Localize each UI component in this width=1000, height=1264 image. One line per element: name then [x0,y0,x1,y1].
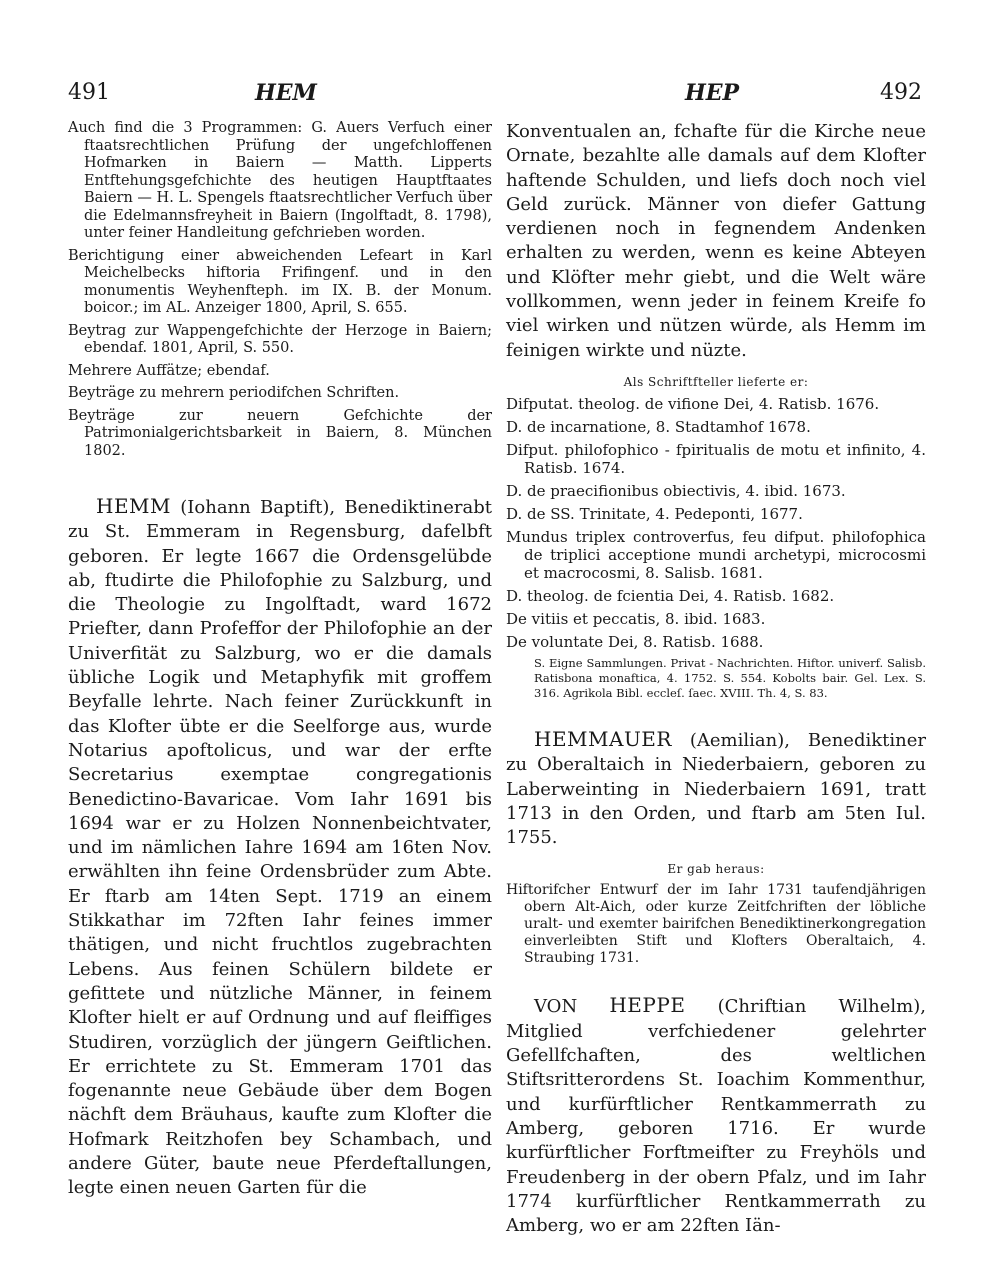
work-item: D. theolog. de fcientia Dei, 4. Ratisb. 1682. [506,586,835,605]
entry-hemm [68,494,492,1201]
work-item: Hiftorifcher Entwurf der im Iahr 1731 taufendjährigen obern Alt-Aich, oder kurze Zeitfchriften der löbliche uralt- und exemter bairifchen Benediktinerkongregation einverleibten Stift und Klofters Oberaltaich, 4. Straubing 1731. [506,882,926,967]
right-column [506,120,926,1238]
work-item: D. de praecifionibus obiectivis, 4. ibid. 1673. [506,481,846,500]
works-heading: Als Schriftfteller lieferte er: [623,374,809,389]
page-number-right: 492 [880,80,922,105]
entry-hemmauer [506,727,926,850]
reference-item: Mehrere Auffätze; ebendaf. [68,362,270,379]
work-item: De vitiis et peccatis, 8. ibid. 1683. [506,609,766,628]
reference-item: Beyträge zur neuern Gefchichte der Patrimonialgerichtsbarkeit in Baiern, 8. München 1802. [68,407,492,459]
entry-text: (Chriftian Wilhelm), Mitglied verfchiedener gelehrter Gefellfchaften, des weltlichen Stiftsritterordens St. Ioachim Kommenthur, und kurfürftlicher Rentkammerrath zu Amberg, geboren 1716. Er wurde kurfürftlicher Forftmeifter zu Freyhöls und Freudenberg in der obern Pfalz, und im Iahr 1774 kurfürftlicher Rentkammerrath zu Amberg, wo er am 22ften Iän- [506,996,926,1237]
page-header [0,80,1000,110]
work-item: De voluntate Dei, 8. Ratisb. 1688. [506,632,764,651]
continued-text: Konventualen an, fchafte für die Kirche neue Ornate, bezahlte alle damals auf dem Klofter haftende Schulden, und liefs doch noch viel Geld zurück. Männer von diefer Gattung verdienen noch in fegnendem Andenken erhalten zu werden, wenn es keine Abteyen und Klöfter mehr giebt, und die Welt wäre vollkommen, wenn jeder in feinem Kreife fo viel wirken und nützen würde, als Hemm im feinigen wirkte und nüzte. [506,121,926,361]
running-headword-left: HEM [255,80,317,106]
entry-heppe [506,993,926,1238]
entry-headword: HEMMAUER [534,726,672,751]
work-item: D. de incarnatione, 8. Stadtamhof 1678. [506,417,811,436]
reference-item: Auch find die 3 Programmen: G. Auers Verfuch einer ftaatsrechtlichen Prüfung der ungefchloffenen Hofmarken in Baiern — Matth. Lipperts Entftehungsgefchichte des heutigen Hauptftaates Baiern — H. L. Spengels ftaatsrechtlicher Verfuch über die Edelmannsfreyheit in Baiern (Ingolftadt, 8. 1798), unter feiner Handleitung gefchrieben worden. [68,120,492,241]
sources-note: S. Eigne Sammlungen. Privat - Nachrichten. Hiftor. univerf. Salisb. Ratisbona monaftica, 4. 1752. S. 554. Kobolts bair. Gel. Lex. S. 316. Agrikola Bibl. eccleſ. ſaec. XVIII. Th. 4, S. 83. [534,655,926,700]
work-item: Difput. philofophico - fpiritualis de motu et infinito, 4. Ratisb. 1674. [506,440,926,477]
work-item: Mundus triplex controverfus, feu difput. philofophica de triplici acceptione mundi archetypi, microcosmi et macrocosmi, 8. Salisb. 1681. [506,527,926,582]
entry-text: (Iohann Baptift), Benediktinerabt zu St. Emmeram in Regensburg, dafelbft geboren. Er legte 1667 die Ordensgelübde ab, ftudirte die Philofophie zu Salzburg, und die Theologie zu Ingolftadt, ward 1672 Priefter, dann Profeffor der Philofophie an der Univerfität zu Salzburg, wo er die damals übliche Logik und Metaphyfik mit groffem Beyfalle lehrte. Nach feiner Zurückkunft in das Klofter übte er die Seelforge aus, wurde Notarius apoftolicus, und war der erfte Secretarius exemptae congregationis Benedictino-Bavaricae. Vom Iahr 1691 bis 1694 war er zu Holzen Nonnenbeichtvater, und im nämlichen Iahre 1694 am 16ten Nov. erwählten ihn feine Ordensbrüder zum Abte. Er ftarb am 14ten Sept. 1719 an einem Stikkathar im 72ften Iahr feines immer thätigen, und nicht fruchtlos zugebrachten Lebens. Aus feinen Schülern bildete er gefittete und nützliche Männer, in feinem Klofter hielt er auf Ordnung und auf fleiffiges Studiren, vorzüglich der jüngern Geiftlichen. Er errichtete zu St. Emmeram 1701 das fogenannte neue Gebäude über dem Bogen nächft dem Bräuhaus, kaufte zum Klofter die Hofmark Reitzhofen bey Schambach, und andere Güter, baute neue Pferdeftallungen, legte einen neuen Garten für die [68,497,492,1199]
entry-headword: HEPPE [609,993,686,1018]
entry-prefix: VON [534,996,578,1018]
work-item: Difputat. theolog. de vifione Dei, 4. Ratisb. 1676. [506,394,880,413]
page-number-left: 491 [68,80,110,105]
left-column [68,120,492,1201]
works-list [506,395,926,651]
published-heading: Er gab heraus: [667,862,765,877]
entry-text: (Aemilian), Benediktiner zu Oberaltaich in Niederbaiern, geboren zu Laberweinting in Niederbaiern 1691, tratt 1713 in den Orden, und ftarb am 5ten Iul. 1755. [506,729,926,849]
work-item: D. de SS. Trinitate, 4. Pedeponti, 1677. [506,504,803,523]
reference-list [68,120,492,460]
entry-headword: HEMM [96,494,171,518]
running-headword-right: HEP [685,80,740,106]
reference-item: Berichtigung einer abweichenden Lefeart in Karl Meichelbecks hiftoria Frifingenf. und in den monumentis Weyhenfteph. im IX. B. der Monum. boicor.; im AL. Anzeiger 1800, April, S. 655. [68,247,492,316]
reference-item: Beytrag zur Wappengefchichte der Herzoge in Baiern; ebendaf. 1801, April, S. 550. [68,322,492,356]
published-list [506,882,926,967]
reference-item: Beyträge zu mehrern periodifchen Schriften. [68,385,400,401]
